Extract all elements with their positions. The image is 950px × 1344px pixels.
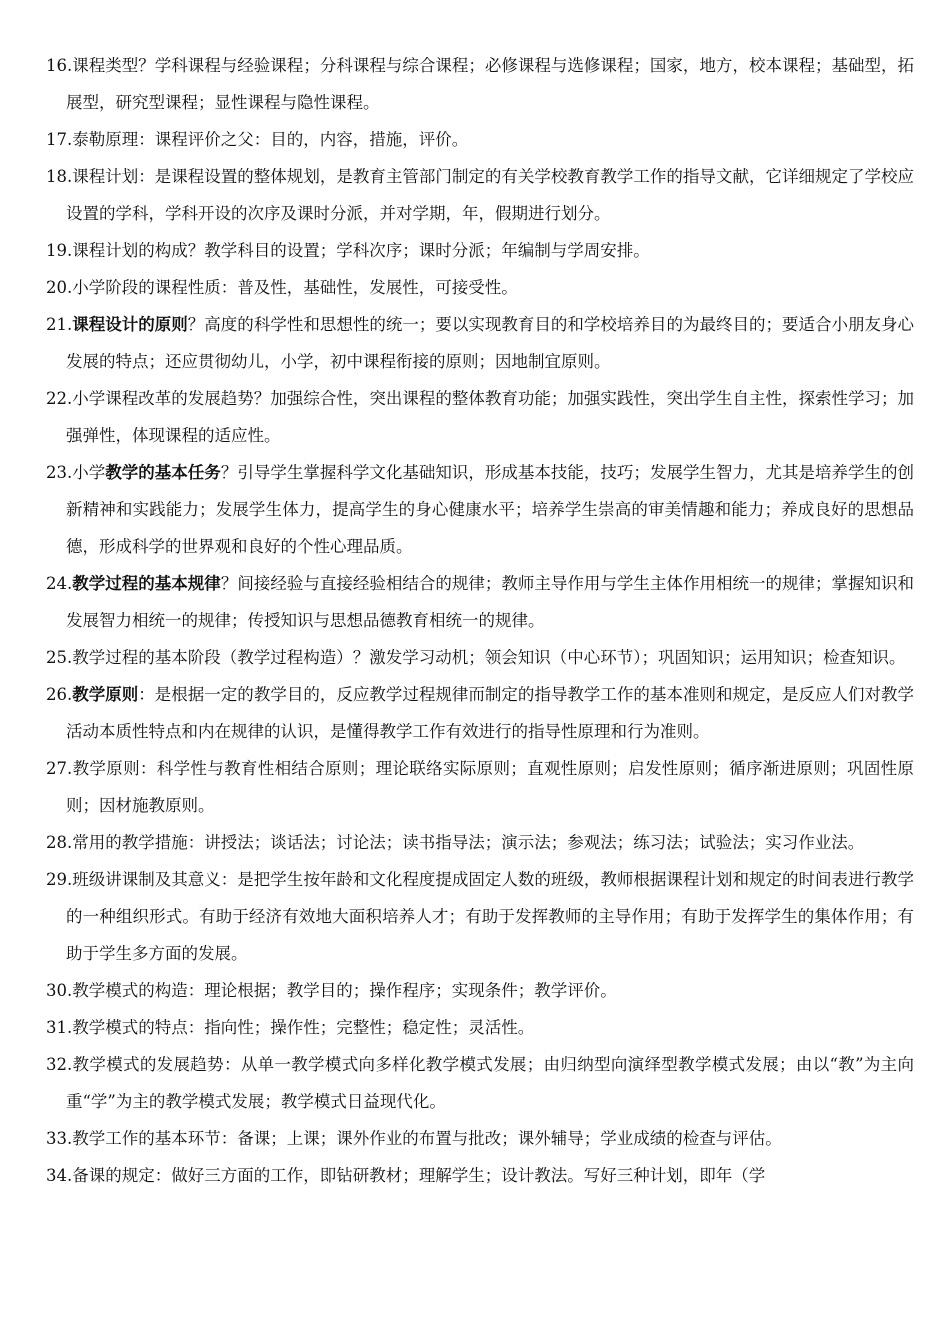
item-16: 16.课程类型？学科课程与经验课程；分科课程与综合课程；必修课程与选修课程；国家，地方，校本课程；基础型，拓展型，研究型课程；显性课程与隐性课程。 [46, 56, 914, 112]
item-22: 22.小学课程改革的发展趋势？加强综合性，突出课程的整体教育功能；加强实践性，突出学生自主性，探索性学习；加强弹性，体现课程的适应性。 [46, 389, 914, 445]
bold-term: 教学原则 [72, 685, 139, 704]
item-32: 32.教学模式的发展趋势：从单一教学模式向多样化教学模式发展；由归纳型向演绎型教学模式发展；由以“教”为主向重“学”为主的教学模式发展；教学模式日益现代化。 [46, 1055, 914, 1111]
item-20: 20.小学阶段的课程性质：普及性，基础性，发展性，可接受性。 [46, 278, 518, 297]
bold-term: 课程设计的原则 [72, 315, 188, 334]
bold-term: 教学的基本任务 [105, 463, 221, 482]
item-34: 34.备课的规定：做好三方面的工作，即钻研教材；理解学生；设计教法。写好三种计划，即年（学 [46, 1166, 766, 1185]
item-31: 31.教学模式的特点：指向性；操作性；完整性；稳定性；灵活性。 [46, 1018, 535, 1037]
item-18: 18.课程计划：是课程设置的整体规划，是教育主管部门制定的有关学校教育教学工作的指导文献，它详细规定了学校应设置的学科，学科开设的次序及课时分派，并对学期，年，假期进行划分。 [46, 167, 914, 223]
item-26: 26.教学原则：是根据一定的教学目的，反应教学过程规律而制定的指导教学工作的基本准则和规定，是反应人们对教学活动本质性特点和内在规律的认识，是懂得教学工作有效进行的指导性原理和行为准则。 [46, 685, 915, 741]
item-24: 24.教学过程的基本规律？间接经验与直接经验相结合的规律；教师主导作用与学生主体作用相统一的规律；掌握知识和发展智力相统一的规律；传授知识与思想品德教育相统一的规律。 [46, 574, 915, 630]
item-19: 19.课程计划的构成？教学科目的设置；学科次序；课时分派；年编制与学周安排。 [46, 241, 650, 260]
item-27: 27.教学原则：科学性与教育性相结合原则；理论联络实际原则；直观性原则；启发性原则；循序渐进原则；巩固性原则；因材施教原则。 [46, 759, 914, 815]
item-17: 17.泰勒原理：课程评价之父：目的，内容，措施，评价。 [46, 130, 469, 149]
item-33: 33.教学工作的基本环节：备课；上课；课外作业的布置与批改；课外辅导；学业成绩的检查与评估。 [46, 1129, 782, 1148]
item-28: 28.常用的教学措施：讲授法；谈话法；讨论法；读书指导法；演示法；参观法；练习法；试验法；实习作业法。 [46, 833, 865, 852]
item-23: 23.小学教学的基本任务？引导学生掌握科学文化基础知识，形成基本技能，技巧；发展学生智力，尤其是培养学生的创新精神和实践能力；发展学生体力，提高学生的身心健康水平；培养学生崇高的审美情趣和能力；养成良好的思想品德，形成科学的世界观和良好的个性心理品质。 [46, 463, 915, 556]
item-30: 30.教学模式的构造：理论根据；教学目的；操作程序；实现条件；教学评价。 [46, 981, 617, 1000]
bold-term: 教学过程的基本规律 [72, 574, 221, 593]
item-29: 29.班级讲课制及其意义：是把学生按年龄和文化程度提成固定人数的班级，教师根据课程计划和规定的时间表进行教学的一种组织形式。有助于经济有效地大面积培养人才；有助于发挥教师的主导作用；有助于发挥学生的集体作用；有助于学生多方面的发展。 [46, 870, 914, 963]
item-25: 25.教学过程的基本阶段（教学过程构造）？激发学习动机；领会知识（中心环节）；巩固知识；运用知识；检查知识。 [46, 648, 906, 667]
item-21: 21.课程设计的原则？高度的科学性和思想性的统一；要以实现教育目的和学校培养目的为最终目的；要适合小朋友身心发展的特点；还应贯彻幼儿，小学，初中课程衔接的原则；因地制宜原则。 [46, 315, 915, 371]
